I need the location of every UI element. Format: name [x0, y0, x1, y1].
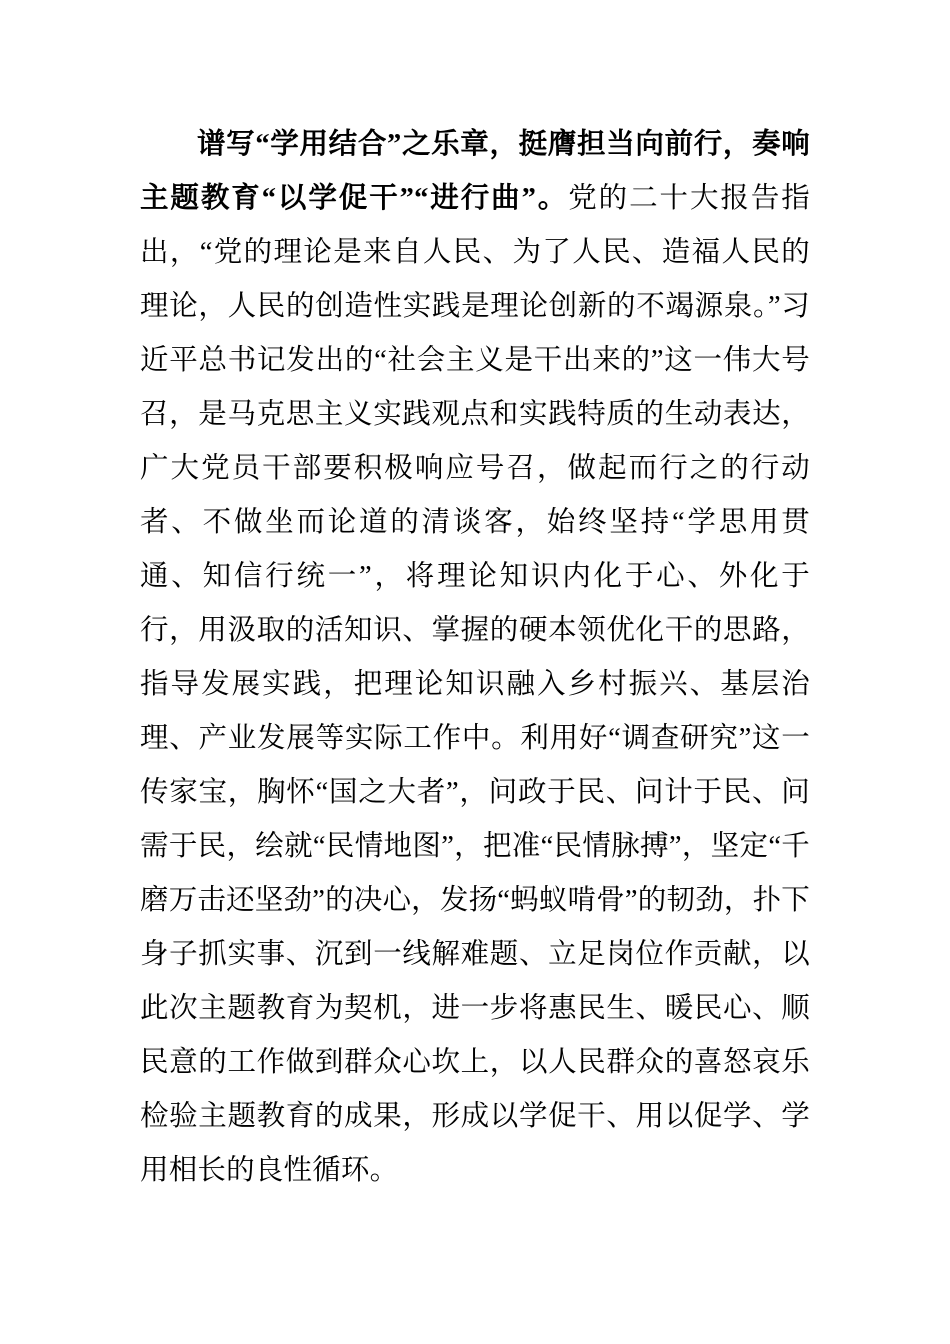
- paragraph-text: 党的二十大报告指出，“党的理论是来自人民、为了人民、造福人民的理论，人民的创造性实践是理论创新的不竭源泉。”习近平总书记发出的“社会主义是干出来的”这一伟大号召，是马克思主义实践观点和实践特质的生动表达，广大党员干部要积极响应号召，做起而行之的行动者、不做坐而论道的清谈客，始终坚持“学思用贯通、知信行统一”，将理论知识内化于心、外化于行，用汲取的活知识、掌握的硬本领优化干的思路，指导发展实践，把理论知识融入乡村振兴、基层治理、产业发展等实际工作中。利用好“调查研究”这一传家宝，胸怀“国之大者”，问政于民、问计于民、问需于民，绘就“民情地图”，把准“民情脉搏”，坚定“千磨万击还坚劲”的决心，发扬“蚂蚁啃骨”的韧劲，扑下身子抓实事、沉到一线解难题、立足岗位作贡献，以此次主题教育为契机，进一步将惠民生、暖民心、顺民意的工作做到群众心坎上，以人民群众的喜怒哀乐检验主题教育的成果，形成以学促干、用以促学、学用相长的良性循环。: [140, 183, 811, 1186]
- paragraph-lead: 谱写“学用结合”之乐章，挺膺担当向前行，奏响主题教育“以学促干”“进行曲”。: [140, 129, 810, 214]
- paragraph: [140, 118, 810, 1198]
- document-body: [140, 118, 810, 1198]
